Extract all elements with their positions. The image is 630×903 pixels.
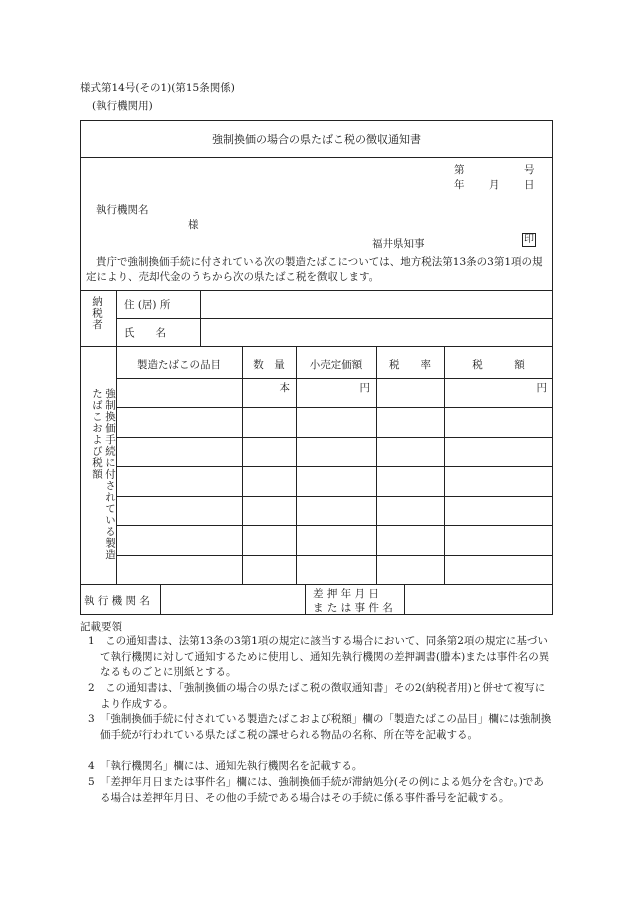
items-column-header: 税 率 [389,359,431,371]
date-day: 日 [524,179,535,191]
items-table-cell[interactable] [378,439,442,464]
items-section-label: 強制換価手続に付されている製造たばこおよび税額 [91,388,116,561]
items-row-line [116,525,553,526]
items-table-cell[interactable] [118,380,240,405]
footer-col-line-2 [305,584,306,615]
items-table-cell[interactable] [118,468,240,493]
items-table [116,346,553,584]
footer-seizure-field[interactable] [406,586,551,613]
items-row-line [116,555,553,556]
items-row-line [116,496,553,497]
items-table-cell[interactable] [378,468,442,493]
title-divider [80,157,553,158]
note-item [88,634,554,681]
note-text: 「執行機関名」欄には、通知先執行機関名を記載する。 [105,760,363,772]
taxpayer-section-label: 納税者 [91,296,103,331]
items-table-cell[interactable] [298,498,374,523]
taxpayer-name-field[interactable] [202,320,552,345]
items-table-cell[interactable] [446,468,551,493]
note-number: 3 [88,713,106,725]
items-table-cell[interactable] [244,498,294,523]
items-table-cell[interactable] [244,557,294,582]
items-header-line [116,378,553,379]
footer-top-line [80,584,553,585]
items-row-line [116,407,553,408]
items-table-cell[interactable] [446,439,551,464]
items-table-cell[interactable] [118,557,240,582]
items-table-cell[interactable] [298,557,374,582]
note-item [88,759,554,775]
footer-col-line-1 [160,584,161,615]
items-table-cell[interactable] [244,527,294,552]
number-prefix: 第 [454,164,465,176]
items-column-header: 数 量 [253,359,285,371]
items-table-cell[interactable] [118,527,240,552]
form-number: 様式第14号(その1)(第15条関係) [80,82,235,94]
date-month: 月 [489,179,500,191]
items-table-cell[interactable] [298,409,374,434]
note-number: 1 [88,635,106,647]
taxpayer-address-label: 住 (居) 所 [124,299,171,311]
items-table-cell[interactable] [118,409,240,434]
note-text: この通知書は、「強制換価の場合の県たばこ税の徴収通知書」その2(納税者用)と併せて複写により作成する。 [100,682,546,710]
items-unit-label: 円 [536,382,547,394]
taxpayer-address-field[interactable] [202,292,552,317]
addressee-honorific: 様 [188,219,199,231]
items-table-cell[interactable] [298,468,374,493]
note-number: 2 [88,682,106,694]
body-text: 貴庁で強制換価手続に付されている次の製造たばこについては、地方税法第13条の3第1項の規定により、売却代金のうちから次の県たばこ税を徴収します。 [86,256,543,283]
items-table-cell[interactable] [446,557,551,582]
sender-name: 福井県知事 [372,238,425,250]
items-table-cell[interactable] [118,439,240,464]
footer-seizure-label-2: ま た は 事 件 名 [313,602,393,614]
note-text: この通知書は、法第13条の3第1項の規定に該当する場合において、同条第2項の規定に基づいて執行機関に対して通知するために使用し、通知先執行機関の差押調書(謄本)または事件名の異なるものごとに別紙とする。 [100,635,550,678]
note-text: 「強制換価手続に付されている製造たばこおよび税額」欄の「製造たばこの品目」欄には強制換価手続が行われている県たばこ税の課せられる物品の名称、所在等を記載する。 [100,713,552,741]
note-item [88,775,554,806]
items-column-header: 小売定価額 [309,359,363,371]
footer-org-label: 執 行 機 関 名 [84,595,150,607]
taxpayer-mid-line [116,318,553,319]
items-table-cell[interactable] [378,409,442,434]
items-table-cell[interactable] [446,409,551,434]
footer-col-line-3 [404,584,405,615]
note-item [88,712,554,743]
footer-seizure-label-1: 差 押 年 月 日 [313,588,379,600]
document-title: 強制換価の場合の県たばこ税の徴収通知書 [212,133,421,146]
note-item [88,681,554,712]
items-table-cell[interactable] [244,468,294,493]
addressee-org-label: 執行機関名 [96,204,149,216]
items-table-cell[interactable] [378,498,442,523]
items-table-cell[interactable] [446,527,551,552]
items-table-cell[interactable] [298,439,374,464]
taxpayer-top-line [80,290,553,291]
items-table-cell[interactable] [378,557,442,582]
items-table-cell[interactable] [446,498,551,523]
items-table-cell[interactable] [118,498,240,523]
items-table-cell[interactable] [298,527,374,552]
items-column-header: 税 額 [472,359,525,371]
items-table-cell[interactable] [244,439,294,464]
note-text: 「差押年月日または事件名」欄には、強制換価手続が滞納処分(その例による処分を含む。)である場合は差押年月日、その他の手続である場合はその手続に係る事件番号を記載する。 [100,776,544,804]
items-table-cell[interactable] [244,409,294,434]
number-suffix: 号 [524,164,535,176]
items-column-header: 製造たばこの品目 [137,359,221,371]
form-usage: (執行機関用) [92,100,153,112]
note-number: 5 [88,776,106,788]
items-row-line [116,437,553,438]
items-unit-label: 本 [279,382,290,394]
taxpayer-name-label: 氏 名 [124,327,166,339]
seal-mark: 印 [524,234,534,245]
date-year: 年 [454,179,465,191]
items-table-cell[interactable] [378,527,442,552]
items-row-line [116,466,553,467]
items-col-line [376,346,377,584]
footer-org-field[interactable] [162,586,303,613]
items-unit-label: 円 [359,382,370,394]
notes-heading: 記載要領 [80,621,122,633]
items-table-cell[interactable] [378,380,442,405]
note-number: 4 [88,760,106,772]
